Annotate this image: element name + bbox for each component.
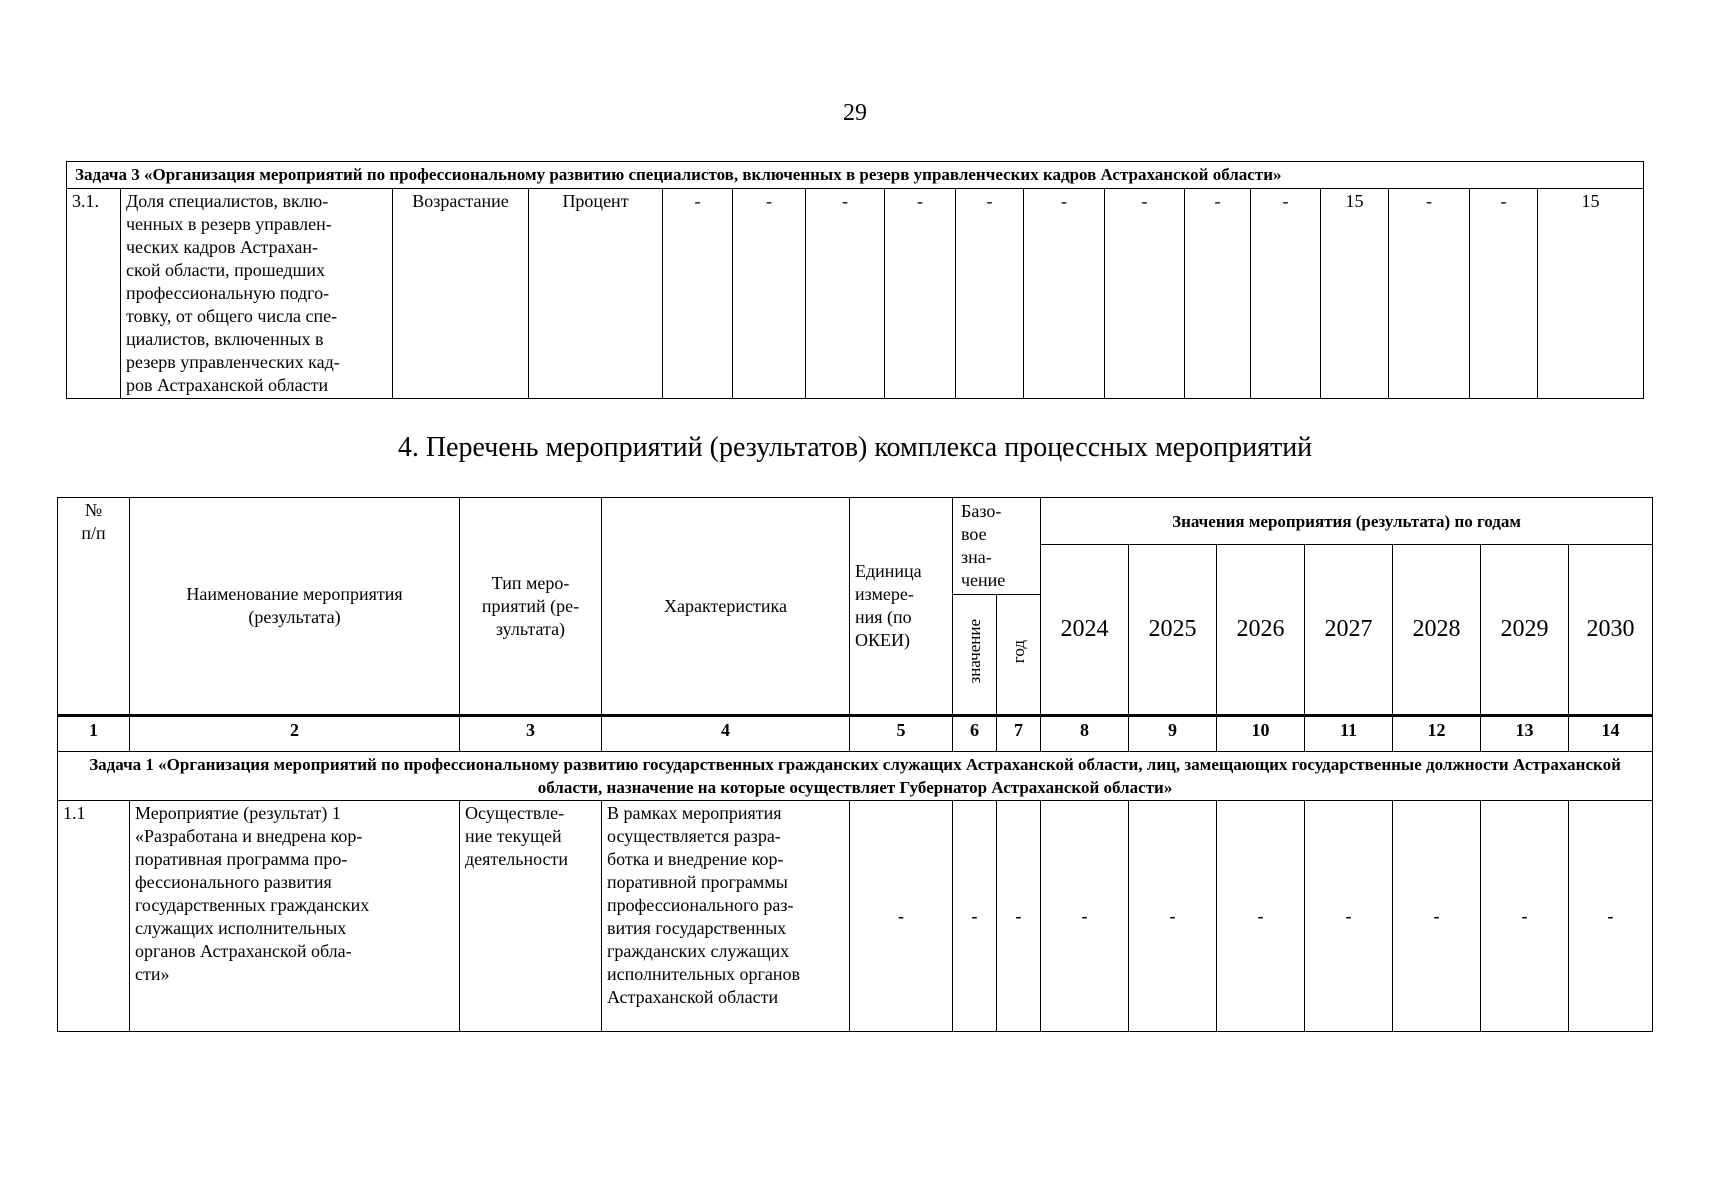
value-cell: - xyxy=(1470,189,1538,399)
column-number: 11 xyxy=(1305,716,1393,752)
value-cell: - xyxy=(1024,189,1105,399)
header-year: 2028 xyxy=(1393,545,1481,716)
column-number: 13 xyxy=(1481,716,1569,752)
value-cell: - xyxy=(1481,801,1569,1032)
value-cell: - xyxy=(1251,189,1321,399)
activity-name: Мероприятие (результат) 1 «Разработана и внедрена кор- поративная программа про- фессионального развития государственных гражданских служащих исполнительных органов Астраханской обла- сти» xyxy=(130,801,460,1032)
header-base-value: значение xyxy=(965,619,984,684)
column-number: 6 xyxy=(953,716,997,752)
value-cell: - xyxy=(1305,801,1393,1032)
value-cell: - xyxy=(1129,801,1217,1032)
column-number: 12 xyxy=(1393,716,1481,752)
value-cell: - xyxy=(663,189,733,399)
table-row xyxy=(67,189,1644,399)
column-number: 2 xyxy=(130,716,460,752)
activities-table xyxy=(57,497,1653,1032)
value-cell: - xyxy=(1389,189,1470,399)
value-cell: 15 xyxy=(1321,189,1389,399)
task-1-title: Задача 1 «Организация мероприятий по профессиональному развитию государственных гражданских служащих Астраханской области, лиц, замещающих государственные должности Астраханской области, назначение на которые осуществляет Губернатор Астраханской области» xyxy=(58,752,1653,801)
header-characteristic: Характеристика xyxy=(602,498,850,716)
column-number: 7 xyxy=(997,716,1041,752)
row-number: 1.1 xyxy=(58,801,130,1032)
value-cell: - xyxy=(956,189,1024,399)
task-3-title: Задача 3 «Организация мероприятий по профессиональному развитию специалистов, включенных в резерв управленческих кадров Астраханской области» xyxy=(67,162,1644,189)
column-number: 9 xyxy=(1129,716,1217,752)
header-base-year: год xyxy=(1009,639,1028,664)
header-year: 2025 xyxy=(1129,545,1217,716)
indicator-name: Доля специалистов, вклю- ченных в резерв управлен- ческих кадров Астрахан- ской области, прошедших профессиональную подго- товку, от общего числа спе- циалистов, включенных в резерв управленческих кад- ров Астраханской области xyxy=(121,189,393,399)
indicators-table xyxy=(66,161,1644,399)
table-row xyxy=(58,801,1653,1032)
indicator-unit: Процент xyxy=(529,189,663,399)
value-cell: - xyxy=(1393,801,1481,1032)
column-number: 5 xyxy=(850,716,953,752)
value-cell: - xyxy=(1041,801,1129,1032)
column-number: 3 xyxy=(460,716,602,752)
header-unit: Единица измере- ния (по ОКЕИ) xyxy=(850,498,953,716)
column-number: 14 xyxy=(1569,716,1653,752)
value-cell: - xyxy=(997,801,1041,1032)
value-cell: - xyxy=(1217,801,1305,1032)
page-number: 29 xyxy=(843,100,867,126)
header-num: № п/п xyxy=(58,498,130,716)
header-year: 2030 xyxy=(1569,545,1653,716)
header-name: Наименование мероприятия (результата) xyxy=(130,498,460,716)
activity-characteristic: В рамках мероприятия осуществляется разра- ботка и внедрение кор- поративной программы профессионального раз- вития государственных гражданских служащих исполнительных органов Астраханской области xyxy=(602,801,850,1032)
header-year: 2024 xyxy=(1041,545,1129,716)
header-type: Тип меро- приятий (ре- зультата) xyxy=(460,498,602,716)
header-year: 2026 xyxy=(1217,545,1305,716)
activity-type: Осуществле- ние текущей деятельности xyxy=(460,801,602,1032)
header-values-by-year: Значения мероприятия (результата) по годам xyxy=(1041,498,1653,545)
value-cell: - xyxy=(1105,189,1185,399)
value-cell: - xyxy=(885,189,956,399)
value-cell: - xyxy=(806,189,885,399)
column-number: 8 xyxy=(1041,716,1129,752)
row-number: 3.1. xyxy=(67,189,121,399)
column-number: 10 xyxy=(1217,716,1305,752)
header-year: 2027 xyxy=(1305,545,1393,716)
section-title: 4. Перечень мероприятий (результатов) комплекса процессных мероприятий xyxy=(397,432,1313,463)
header-year: 2029 xyxy=(1481,545,1569,716)
value-cell: 15 xyxy=(1538,189,1644,399)
value-cell: - xyxy=(953,801,997,1032)
value-cell: - xyxy=(733,189,806,399)
value-cell: - xyxy=(1569,801,1653,1032)
column-number: 1 xyxy=(58,716,130,752)
indicator-trend: Возрастание xyxy=(393,189,529,399)
value-cell: - xyxy=(1185,189,1251,399)
value-cell: - xyxy=(850,801,953,1032)
column-number: 4 xyxy=(602,716,850,752)
header-base: Базо- вое зна- чение xyxy=(953,498,1041,595)
